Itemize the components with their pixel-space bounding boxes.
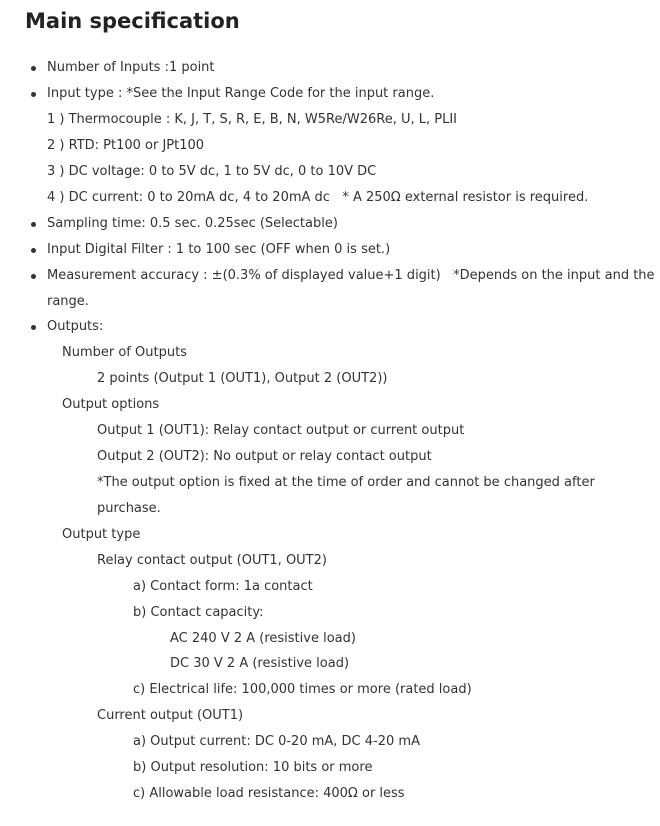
bullet-inputs bbox=[31, 66, 36, 71]
current-output-resolution: b) Output resolution: 10 bits or more bbox=[133, 760, 373, 775]
relay-contact-form: a) Contact form: 1a contact bbox=[133, 579, 313, 594]
input-type-dc-voltage: 3 ) DC voltage: 0 to 5V dc, 1 to 5V dc, 0 to 10V DC bbox=[47, 164, 377, 179]
page-title: Main specification bbox=[25, 9, 240, 33]
relay-output-label: Relay contact output (OUT1, OUT2) bbox=[97, 553, 327, 568]
input-type-rtd: 2 ) RTD: Pt100 or JPt100 bbox=[47, 138, 205, 153]
outputs-number-label: Number of Outputs bbox=[62, 345, 187, 360]
spec-number-of-inputs: Number of Inputs :1 point bbox=[47, 60, 215, 75]
bullet-sampling bbox=[31, 222, 36, 227]
outputs-options-label: Output options bbox=[62, 397, 160, 412]
current-output-current: a) Output current: DC 0-20 mA, DC 4-20 mA bbox=[133, 734, 420, 749]
input-type-thermocouple: 1 ) Thermocouple : K, J, T, S, R, E, B, N, W5Re/W26Re, U, L, PLII bbox=[47, 112, 458, 127]
bullet-input-type bbox=[31, 92, 36, 97]
bullet-outputs bbox=[31, 325, 36, 330]
bullet-accuracy bbox=[31, 274, 36, 279]
relay-capacity-ac: AC 240 V 2 A (resistive load) bbox=[170, 631, 356, 646]
outputs-option-note-cont: purchase. bbox=[97, 501, 161, 516]
spec-sampling-time: Sampling time: 0.5 sec. 0.25sec (Selectable) bbox=[47, 216, 338, 231]
relay-capacity-dc: DC 30 V 2 A (resistive load) bbox=[170, 656, 350, 671]
relay-contact-capacity: b) Contact capacity: bbox=[133, 605, 264, 620]
outputs-option-note: *The output option is fixed at the time of order and cannot be changed after bbox=[97, 475, 595, 490]
outputs-number-value: 2 points (Output 1 (OUT1), Output 2 (OUT2)) bbox=[97, 371, 388, 386]
relay-electrical-life: c) Electrical life: 100,000 times or more (rated load) bbox=[133, 682, 472, 697]
spec-input-filter: Input Digital Filter : 1 to 100 sec (OFF when 0 is set.) bbox=[47, 242, 391, 257]
outputs-option-2: Output 2 (OUT2): No output or relay contact output bbox=[97, 449, 432, 464]
spec-input-type: Input type : *See the Input Range Code for the input range. bbox=[47, 86, 435, 101]
spec-accuracy-cont: range. bbox=[47, 294, 89, 309]
outputs-option-1: Output 1 (OUT1): Relay contact output or current output bbox=[97, 423, 465, 438]
current-output-label: Current output (OUT1) bbox=[97, 708, 244, 723]
input-type-dc-current: 4 ) DC current: 0 to 20mA dc, 4 to 20mA dc * A 250Ω external resistor is required. bbox=[47, 190, 589, 205]
outputs-type-label: Output type bbox=[62, 527, 141, 542]
bullet-filter bbox=[31, 248, 36, 253]
spec-accuracy: Measurement accuracy : ±(0.3% of displayed value+1 digit) *Depends on the input and the bbox=[47, 268, 655, 283]
spec-outputs: Outputs: bbox=[47, 319, 104, 334]
current-output-load: c) Allowable load resistance: 400Ω or less bbox=[133, 786, 405, 801]
